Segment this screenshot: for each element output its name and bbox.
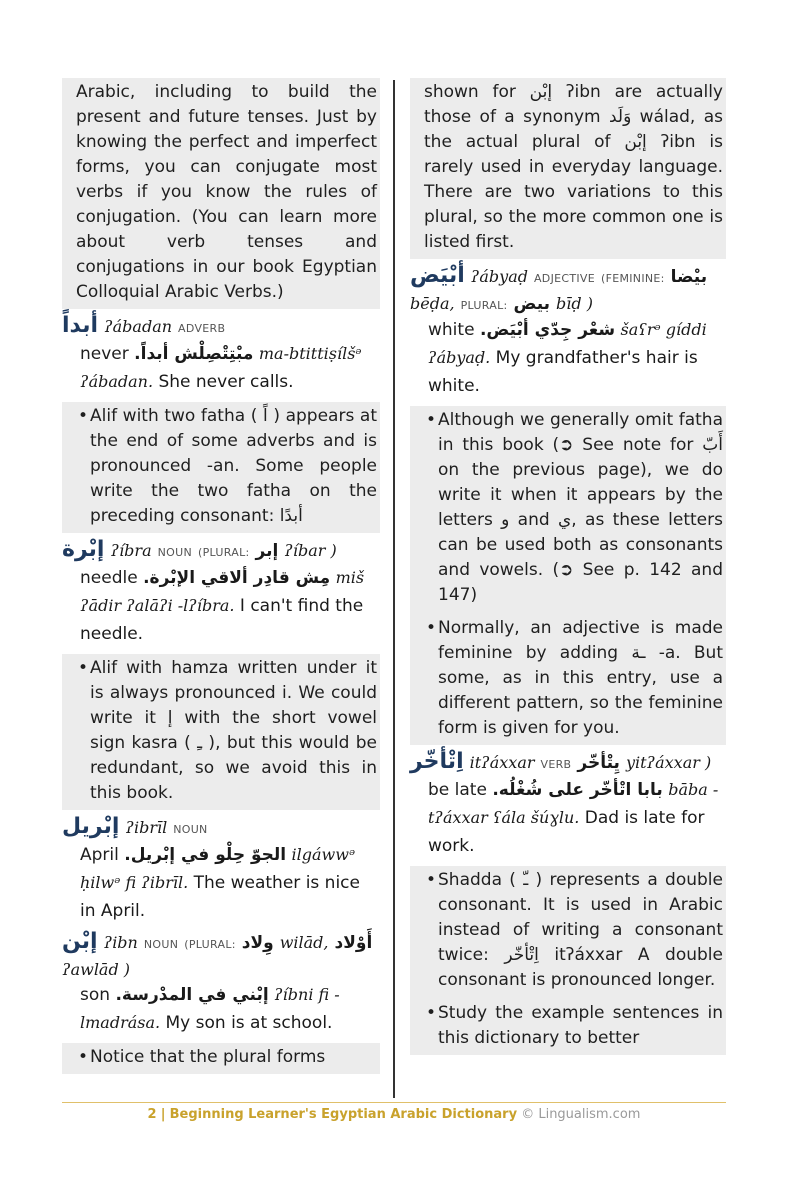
definition: needle (80, 568, 138, 588)
headword-arabic: إبْن (62, 929, 98, 954)
entry-head-itaxxar (410, 749, 726, 774)
example-ibn (80, 981, 380, 1037)
plural2-transliteration: ʔawlād ) (62, 960, 131, 979)
example-arabic: مبْتِتْصِلْش أبداً. (134, 344, 254, 364)
example-transliteration: šaʕrᵊ gíddi ʔábyaḍ. (428, 320, 707, 367)
headword-transliteration: itʔáxxar (469, 753, 535, 772)
example-transliteration: ilgáwwᵊ ḥilwᵊ fi ʔibrīl. (80, 845, 356, 892)
headword-arabic: إبْرة (62, 537, 105, 562)
plural-arabic: بيض (513, 294, 551, 314)
plural-arabic: وِلاد (241, 933, 274, 953)
headword-arabic: إبْريل (62, 814, 120, 839)
example-translation: The weather is nice in April. (80, 873, 360, 921)
part-of-speech: ADJECTIVE (533, 272, 595, 285)
note-text: Arabic, including to build the present and future tenses. Just by knowing the perfect and imperfect forms, you can conjugate most verbs if you know the rules of conjugation. (You can learn more about verb tenses and conjugations in our book Egyptian Colloquial Arabic Verbs.) (76, 82, 377, 302)
example-translation: Dad is late for work. (428, 808, 705, 856)
example-abadan (80, 340, 380, 396)
plural2-arabic: أَوْلاد (334, 933, 373, 953)
note-box-abadan (62, 402, 380, 533)
entry-head-ibril (62, 814, 380, 839)
page-number: 2 (147, 1107, 157, 1122)
headword-transliteration: ʔibrīl (125, 818, 168, 837)
example-arabic: الجوّ حِلْو في إبْريل. (124, 845, 287, 865)
example-transliteration: bāba -tʔáxxar ʕála šúɣlu. (428, 780, 719, 827)
definition: white (428, 320, 475, 340)
part-of-speech: ADVERB (178, 322, 226, 335)
example-arabic: بابا اتْأخّر على شُغْلُه. (492, 780, 663, 800)
example-transliteration: ma-btittiṣílšᵊ ʔábadan. (80, 344, 362, 391)
example-abyad (428, 316, 726, 400)
headword-transliteration: ʔábyaḍ (470, 267, 528, 286)
feminine-label: (FEMININE: (601, 272, 665, 285)
example-translation: My grandfather's hair is white. (428, 348, 698, 396)
note-box-continuation (62, 78, 380, 309)
headword-arabic: اِتْأخّر (410, 749, 464, 774)
note-item: • Normally, an adjective is made feminine by adding ـة -a. But some, as in this entry, use a different pattern, so the feminine form is given for you. (424, 616, 723, 741)
note-item: • Although we generally omit fatha in this book (➲ See note for أَبّ on the previous page), we do write it when it appears by the letters و and ي, as these letters can be used both as consonants and vowels. (➲ See p. 142 and 147) (424, 408, 723, 608)
footer-separator: | (160, 1107, 166, 1122)
definition: son (80, 985, 111, 1005)
plural-label: (PLURAL: (184, 938, 236, 951)
column-divider (393, 80, 395, 1098)
plural-label: (PLURAL: (197, 546, 250, 559)
feminine-transliteration: bēḍa, (410, 294, 455, 313)
example-ibril (80, 841, 380, 925)
copyright: © Lingualism.com (521, 1107, 641, 1122)
plural-transliteration: bīḍ ) (556, 294, 593, 313)
imperfect-arabic: يِتْأخّر (577, 753, 620, 773)
note-item: • Shadda ( ـّ ) represents a double consonant. It is used in Arabic instead of writing a consonant twice: اِتْأخّر itʔáxxar A double consonant is pronounced longer. (424, 868, 723, 993)
example-transliteration: ʔíbni fi -lmadrása. (80, 985, 340, 1032)
example-itaxxar (428, 776, 726, 860)
note-item: • Study the example sentences in this dictionary to better (424, 1001, 723, 1051)
plural-arabic: إبر (255, 541, 279, 561)
definition: never (80, 344, 129, 364)
example-arabic: إبْني في المدْرسة. (115, 985, 269, 1005)
part-of-speech: NOUN (157, 546, 192, 559)
example-transliteration: miš ʔādir ʔalāʔi -lʔíbra. (80, 568, 365, 615)
book-title: Beginning Learner's Egyptian Arabic Dictionary (169, 1107, 518, 1122)
headword-transliteration: ʔíbra (110, 541, 152, 560)
example-translation: I can't find the needle. (80, 596, 364, 644)
imperfect-transliteration: yitʔáxxar ) (625, 753, 712, 772)
note-box-ibra (62, 654, 380, 810)
part-of-speech: VERB (540, 758, 572, 771)
entry-head-ibn (62, 929, 380, 979)
plural-label: PLURAL: (460, 299, 508, 312)
entry-head-abadan (62, 313, 380, 338)
entry-head-abyad (410, 263, 726, 314)
part-of-speech: NOUN (173, 823, 208, 836)
page-footer (62, 1102, 726, 1122)
part-of-speech: NOUN (143, 938, 179, 951)
example-arabic: شعْر جِدّي أبْيَض. (479, 320, 616, 340)
plural-transliteration: ʔíbar ) (284, 541, 337, 560)
note-box-continuation (410, 78, 726, 259)
example-ibra (80, 564, 380, 648)
plural-transliteration: wilād, (279, 933, 329, 952)
note-item: • Alif with two fatha ( اً ) appears at the end of some adverbs and is pronounced -an. Some people write the two fatha on the preceding consonant: أبدًا (76, 404, 377, 529)
example-translation: She never calls. (158, 372, 294, 392)
example-translation: My son is at school. (165, 1013, 333, 1033)
note-box-itaxxar (410, 866, 726, 1055)
note-item: • Alif with hamza written under it is always pronounced i. We could write it إ with the short vowel sign kasra ( ـِ ), but this would be redundant, so we avoid this in this book. (76, 656, 377, 806)
headword-transliteration: ʔábadan (104, 317, 173, 336)
definition: April (80, 845, 119, 865)
definition: be late (428, 780, 487, 800)
entry-head-ibra (62, 537, 380, 562)
note-text: shown for إبْن ʔibn are actually those of a synonym وَلَد wálad, as the actual plural of إبْن ʔibn is rarely used in everyday language. There are two variations to this plural, so the more common one is listed first. (424, 82, 723, 252)
headword-transliteration: ʔibn (103, 933, 138, 952)
right-column (410, 78, 726, 1055)
headword-arabic: أبداً (62, 313, 99, 338)
note-item: • Notice that the plural forms (76, 1045, 377, 1070)
headword-arabic: أبْيَض (410, 263, 465, 288)
example-arabic: مِش قادِر ألاقي الإبْرة. (143, 568, 331, 588)
note-box-abyad (410, 406, 726, 745)
note-box-ibn (62, 1043, 380, 1074)
left-column (62, 78, 380, 1074)
feminine-arabic: بيْضا (670, 267, 708, 287)
